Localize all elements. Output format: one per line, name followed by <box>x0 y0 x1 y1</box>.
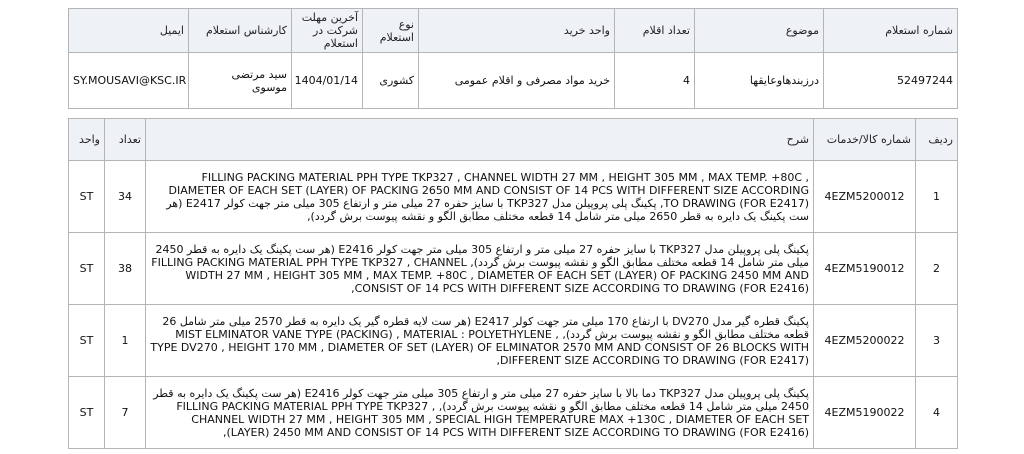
code-cell: 4EZM5200022 <box>814 305 916 377</box>
header-row: ردیف <box>916 119 958 161</box>
qty-cell: 34 <box>105 161 146 233</box>
subject-value: درزبندهاوعایقها <box>695 53 824 109</box>
header-expert: کارشناس استعلام <box>189 9 292 53</box>
row-number-cell: 4 <box>916 377 958 449</box>
header-email: ایمیل <box>69 9 189 53</box>
inquiry-no-value: 52497244 <box>824 53 958 109</box>
row-number-cell: 2 <box>916 233 958 305</box>
header-deadline: آخرین مهلت شرکت در استعلام <box>292 9 363 53</box>
qty-cell: 38 <box>105 233 146 305</box>
row-number-cell: 1 <box>916 161 958 233</box>
unit-cell: ST <box>69 305 105 377</box>
header-inquiry-no: شماره استعلام <box>824 9 958 53</box>
unit-cell: ST <box>69 161 105 233</box>
header-purchase-unit: واحد خرید <box>419 9 615 53</box>
desc-cell: پکینگ قطره گیر مدل DV270 با ارتفاع 170 میلی متر جهت کولر E2417 (هر ست لایه قطره گیر یک دایره به قطر 2570 میلی متر شامل 26 قطعه مختلف مطابق الگو و نقشه پیوست برش گردد), MIST ELMINATOR VANE TYPE (PACKING) , MATERIAL : POLYETHYLENE , TYPE DV270 , HEIGHT 170 MM , DIAMETER OF SET (LAYER) OF ELMINATOR 2570 MM AND CONSIST OF 26 BLOCKS WITH DIFFERENT SIZE ACCORDING TO DRAWING (FOR E2417), <box>146 305 814 377</box>
header-qty: تعداد <box>105 119 146 161</box>
header-unit: واحد <box>69 119 105 161</box>
items-table <box>68 118 958 449</box>
quantity-value: 4 <box>615 53 695 109</box>
expert-value: سید مرتضی موسوی <box>189 53 292 109</box>
code-cell: 4EZM5190012 <box>814 233 916 305</box>
unit-cell: ST <box>69 377 105 449</box>
desc-cell: پکینگ پلی پروپیلن مدل TKP327 با سایز حفره 27 میلی متر و ارتفاع 305 میلی متر جهت کولر E2416 (هر ست پکینگ یک دایره به قطر 2450 میلی متر شامل 14 قطعه مختلف مطابق الگو و نقشه پیوست برش گردد), FILLING PACKING MATERIAL PPH TYPE TKP327 , CHANNEL WIDTH 27 MM , HEIGHT 305 MM , MAX TEMP. +80C , DIAMETER OF EACH SET (LAYER) OF PACKING 2450 MM AND CONSIST OF 14 PCS WITH DIFFERENT SIZE ACCORDING TO DRAWING (FOR E2416), <box>146 233 814 305</box>
table-row <box>69 305 958 377</box>
inquiry-summary-table <box>68 8 958 109</box>
row-number-cell: 3 <box>916 305 958 377</box>
header-inquiry-type: نوع استعلام <box>363 9 419 53</box>
unit-cell: ST <box>69 233 105 305</box>
desc-cell: FILLING PACKING MATERIAL PPH TYPE TKP327 , CHANNEL WIDTH 27 MM , HEIGHT 305 MM , MAX TEMP. +80C , DIAMETER OF EACH SET (LAYER) OF PACKING 2650 MM AND CONSIST OF 14 PCS WITH DIFFERENT SIZE ACCORDING TO DRAWING (FOR E2417), پکینگ پلی پروپیلن مدل TKP327 با سایز حفره 27 میلی متر و ارتفاع 305 میلی متر جهت کولر E2417 (هر ست پکینگ یک دایره به قطر 2650 میلی متر شامل 14 قطعه مختلف مطابق الگو و نقشه پیوست برش گردد), <box>146 161 814 233</box>
table-row <box>69 233 958 305</box>
deadline-value: 1404/01/14 <box>292 53 363 109</box>
desc-cell: پکینگ پلی پروپیلن مدل TKP327 دما بالا با سایز حفره 27 میلی متر و ارتفاع 305 میلی متر جهت کولر E2416 (هر ست پکینگ یک دایره به قطر 2450 میلی متر شامل 14 قطعه مختلف مطابق الگو و نقشه پیوست برش گردد), FILLING PACKING MATERIAL PPH TYPE TKP327 , CHANNEL WIDTH 27 MM , HEIGHT 305 MM , SPECIAL HIGH TEMPERATURE MAX +130C , DIAMETER OF EACH SET (LAYER) 2450 MM AND CONSIST OF 14 PCS WITH DIFFERENT SIZE ACCORDING TO DRAWING (FOR E2416), <box>146 377 814 449</box>
header-subject: موضوع <box>695 9 824 53</box>
inquiry-type-value: کشوری <box>363 53 419 109</box>
code-cell: 4EZM5200012 <box>814 161 916 233</box>
header-code: شماره کالا/خدمات <box>814 119 916 161</box>
header-quantity: تعداد اقلام <box>615 9 695 53</box>
header-desc: شرح <box>146 119 814 161</box>
code-cell: 4EZM5190022 <box>814 377 916 449</box>
table-row <box>69 377 958 449</box>
qty-cell: 7 <box>105 377 146 449</box>
email-value: SY.MOUSAVI@KSC.IR <box>69 53 189 109</box>
table-row <box>69 161 958 233</box>
qty-cell: 1 <box>105 305 146 377</box>
purchase-unit-value: خرید مواد مصرفی و اقلام عمومی <box>419 53 615 109</box>
